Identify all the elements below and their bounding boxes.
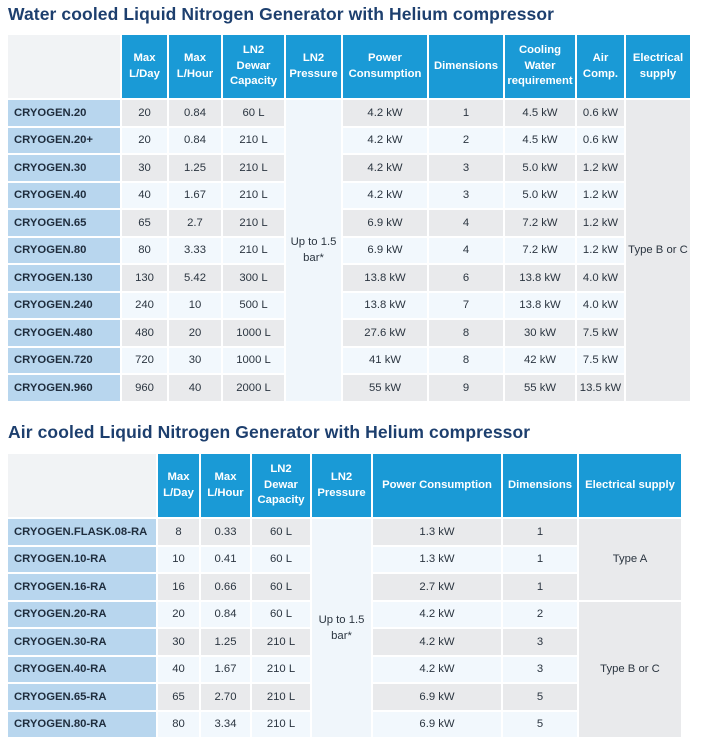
model-name: CRYOGEN.20+ [8, 128, 120, 154]
dewar-capacity-value: 300 L [223, 265, 284, 291]
dimensions-value: 7 [429, 293, 503, 319]
water-header-row [8, 35, 690, 98]
dimensions-value: 4 [429, 238, 503, 264]
max-lhour-value: 20 [169, 320, 221, 346]
max-lday-value: 240 [122, 293, 167, 319]
header-dewar-capacity: LN2 Dewar Capacity [252, 454, 310, 517]
air-comp-value: 7.5 kW [577, 320, 624, 346]
dimensions-value: 3 [429, 155, 503, 181]
table-row [8, 100, 690, 126]
max-lday-value: 20 [122, 128, 167, 154]
header-electrical-supply: Electrical supply [626, 35, 690, 98]
dimensions-value: 2 [503, 602, 577, 628]
power-consumption-value: 55 kW [343, 375, 427, 401]
header-ln2-pressure: LN2 Pressure [286, 35, 341, 98]
cooling-water-value: 4.5 kW [505, 128, 575, 154]
power-consumption-value: 4.2 kW [343, 100, 427, 126]
dewar-capacity-value: 500 L [223, 293, 284, 319]
cooling-water-value: 42 kW [505, 348, 575, 374]
model-name: CRYOGEN.65-RA [8, 684, 156, 710]
max-lhour-value: 2.70 [201, 684, 250, 710]
air-comp-value: 4.0 kW [577, 265, 624, 291]
power-consumption-value: 4.2 kW [373, 629, 501, 655]
dewar-capacity-value: 60 L [252, 519, 310, 545]
header-dewar-capacity: LN2 Dewar Capacity [223, 35, 284, 98]
table-row [8, 155, 690, 181]
dewar-capacity-value: 210 L [252, 657, 310, 683]
dewar-capacity-value: 60 L [252, 574, 310, 600]
dimensions-value: 5 [503, 712, 577, 738]
header-max-lhour: Max L/Hour [201, 454, 250, 517]
model-name: CRYOGEN.80-RA [8, 712, 156, 738]
cooling-water-value: 7.2 kW [505, 238, 575, 264]
dimensions-value: 1 [429, 100, 503, 126]
air-comp-value: 1.2 kW [577, 155, 624, 181]
power-consumption-value: 4.2 kW [343, 128, 427, 154]
power-consumption-value: 4.2 kW [343, 183, 427, 209]
dewar-capacity-value: 210 L [223, 210, 284, 236]
model-name: CRYOGEN.20-RA [8, 602, 156, 628]
max-lhour-value: 1.25 [201, 629, 250, 655]
max-lhour-value: 1.25 [169, 155, 221, 181]
electrical-supply-value: Type B or C [626, 100, 690, 401]
header-max-lday: Max L/Day [158, 454, 199, 517]
max-lhour-value: 30 [169, 348, 221, 374]
max-lday-value: 8 [158, 519, 199, 545]
cooling-water-value: 30 kW [505, 320, 575, 346]
max-lday-value: 80 [158, 712, 199, 738]
power-consumption-value: 41 kW [343, 348, 427, 374]
max-lhour-value: 40 [169, 375, 221, 401]
header-dimensions: Dimensions [503, 454, 577, 517]
ln2-pressure-value: Up to 1.5 bar* [312, 519, 371, 737]
dewar-capacity-value: 2000 L [223, 375, 284, 401]
max-lday-value: 40 [158, 657, 199, 683]
air-cooled-title: Air cooled Liquid Nitrogen Generator with Helium compressor [8, 422, 531, 442]
air-comp-value: 1.2 kW [577, 238, 624, 264]
max-lhour-value: 0.33 [201, 519, 250, 545]
dimensions-value: 2 [429, 128, 503, 154]
model-name: CRYOGEN.10-RA [8, 547, 156, 573]
model-name: CRYOGEN.720 [8, 348, 120, 374]
power-consumption-value: 4.2 kW [343, 155, 427, 181]
dewar-capacity-value: 60 L [223, 100, 284, 126]
air-header-row [8, 454, 681, 517]
max-lhour-value: 1.67 [169, 183, 221, 209]
table-row [8, 320, 690, 346]
header-ln2-pressure: LN2 Pressure [312, 454, 371, 517]
model-name: CRYOGEN.65 [8, 210, 120, 236]
power-consumption-value: 4.2 kW [373, 602, 501, 628]
dewar-capacity-value: 210 L [223, 238, 284, 264]
dewar-capacity-value: 210 L [223, 183, 284, 209]
table-row [8, 183, 690, 209]
max-lhour-value: 5.42 [169, 265, 221, 291]
air-comp-value: 1.2 kW [577, 210, 624, 236]
max-lday-value: 65 [122, 210, 167, 236]
dimensions-value: 1 [503, 547, 577, 573]
dewar-capacity-value: 1000 L [223, 348, 284, 374]
max-lday-value: 65 [158, 684, 199, 710]
dewar-capacity-value: 1000 L [223, 320, 284, 346]
max-lhour-value: 0.84 [201, 602, 250, 628]
dimensions-value: 1 [503, 574, 577, 600]
water-cooled-title: Water cooled Liquid Nitrogen Generator with Helium compressor [8, 4, 555, 24]
model-name: CRYOGEN.30 [8, 155, 120, 181]
header-cooling-water: Cooling Water requirement [505, 35, 575, 98]
cooling-water-value: 7.2 kW [505, 210, 575, 236]
power-consumption-value: 6.9 kW [373, 684, 501, 710]
air-comp-value: 13.5 kW [577, 375, 624, 401]
electrical-supply-type-bc: Type B or C [579, 602, 681, 738]
max-lday-value: 40 [122, 183, 167, 209]
max-lhour-value: 0.84 [169, 128, 221, 154]
max-lday-value: 30 [158, 629, 199, 655]
model-name: CRYOGEN.240 [8, 293, 120, 319]
power-consumption-value: 6.9 kW [373, 712, 501, 738]
cooling-water-value: 55 kW [505, 375, 575, 401]
max-lday-value: 480 [122, 320, 167, 346]
table-row [8, 519, 681, 545]
model-name: CRYOGEN.960 [8, 375, 120, 401]
header-corner [8, 35, 120, 98]
power-consumption-value: 6.9 kW [343, 210, 427, 236]
air-cooled-table [6, 452, 683, 739]
max-lday-value: 16 [158, 574, 199, 600]
electrical-supply-type-a: Type A [579, 519, 681, 600]
power-consumption-value: 6.9 kW [343, 238, 427, 264]
power-consumption-value: 13.8 kW [343, 293, 427, 319]
header-max-lday: Max L/Day [122, 35, 167, 98]
dimensions-value: 3 [503, 657, 577, 683]
cooling-water-value: 5.0 kW [505, 155, 575, 181]
dimensions-value: 9 [429, 375, 503, 401]
dimensions-value: 1 [503, 519, 577, 545]
model-name: CRYOGEN.30-RA [8, 629, 156, 655]
header-air-comp: Air Comp. [577, 35, 624, 98]
max-lday-value: 10 [158, 547, 199, 573]
header-power-consumption: Power Consumption [343, 35, 427, 98]
max-lhour-value: 3.33 [169, 238, 221, 264]
max-lday-value: 20 [158, 602, 199, 628]
power-consumption-value: 2.7 kW [373, 574, 501, 600]
table-row [8, 375, 690, 401]
table-row [8, 210, 690, 236]
model-name: CRYOGEN.80 [8, 238, 120, 264]
power-consumption-value: 13.8 kW [343, 265, 427, 291]
max-lday-value: 960 [122, 375, 167, 401]
header-dimensions: Dimensions [429, 35, 503, 98]
max-lhour-value: 0.84 [169, 100, 221, 126]
table-row [8, 293, 690, 319]
air-comp-value: 4.0 kW [577, 293, 624, 319]
max-lday-value: 80 [122, 238, 167, 264]
dimensions-value: 3 [503, 629, 577, 655]
header-electrical-supply: Electrical supply [579, 454, 681, 517]
table-row [8, 128, 690, 154]
table-row [8, 265, 690, 291]
dimensions-value: 4 [429, 210, 503, 236]
header-power-consumption: Power Consumption [373, 454, 501, 517]
max-lday-value: 130 [122, 265, 167, 291]
cooling-water-value: 13.8 kW [505, 265, 575, 291]
max-lhour-value: 0.41 [201, 547, 250, 573]
dimensions-value: 3 [429, 183, 503, 209]
model-name: CRYOGEN.20 [8, 100, 120, 126]
dewar-capacity-value: 60 L [252, 602, 310, 628]
table-row [8, 238, 690, 264]
cooling-water-value: 5.0 kW [505, 183, 575, 209]
power-consumption-value: 1.3 kW [373, 547, 501, 573]
dimensions-value: 5 [503, 684, 577, 710]
model-name: CRYOGEN.16-RA [8, 574, 156, 600]
dewar-capacity-value: 60 L [252, 547, 310, 573]
air-comp-value: 1.2 kW [577, 183, 624, 209]
power-consumption-value: 4.2 kW [373, 657, 501, 683]
max-lhour-value: 3.34 [201, 712, 250, 738]
power-consumption-value: 27.6 kW [343, 320, 427, 346]
ln2-pressure-value: Up to 1.5 bar* [286, 100, 341, 401]
max-lday-value: 30 [122, 155, 167, 181]
dewar-capacity-value: 210 L [223, 155, 284, 181]
max-lhour-value: 10 [169, 293, 221, 319]
dewar-capacity-value: 210 L [223, 128, 284, 154]
max-lhour-value: 0.66 [201, 574, 250, 600]
max-lday-value: 20 [122, 100, 167, 126]
water-cooled-table [6, 33, 692, 403]
air-comp-value: 7.5 kW [577, 348, 624, 374]
dimensions-value: 6 [429, 265, 503, 291]
air-comp-value: 0.6 kW [577, 100, 624, 126]
header-corner [8, 454, 156, 517]
dewar-capacity-value: 210 L [252, 684, 310, 710]
model-name: CRYOGEN.40 [8, 183, 120, 209]
max-lhour-value: 2.7 [169, 210, 221, 236]
cooling-water-value: 4.5 kW [505, 100, 575, 126]
max-lhour-value: 1.67 [201, 657, 250, 683]
table-row [8, 348, 690, 374]
max-lday-value: 720 [122, 348, 167, 374]
model-name: CRYOGEN.40-RA [8, 657, 156, 683]
model-name: CRYOGEN.FLASK.08-RA [8, 519, 156, 545]
model-name: CRYOGEN.480 [8, 320, 120, 346]
air-comp-value: 0.6 kW [577, 128, 624, 154]
header-max-lhour: Max L/Hour [169, 35, 221, 98]
model-name: CRYOGEN.130 [8, 265, 120, 291]
cooling-water-value: 13.8 kW [505, 293, 575, 319]
dimensions-value: 8 [429, 320, 503, 346]
dewar-capacity-value: 210 L [252, 629, 310, 655]
dimensions-value: 8 [429, 348, 503, 374]
power-consumption-value: 1.3 kW [373, 519, 501, 545]
dewar-capacity-value: 210 L [252, 712, 310, 738]
